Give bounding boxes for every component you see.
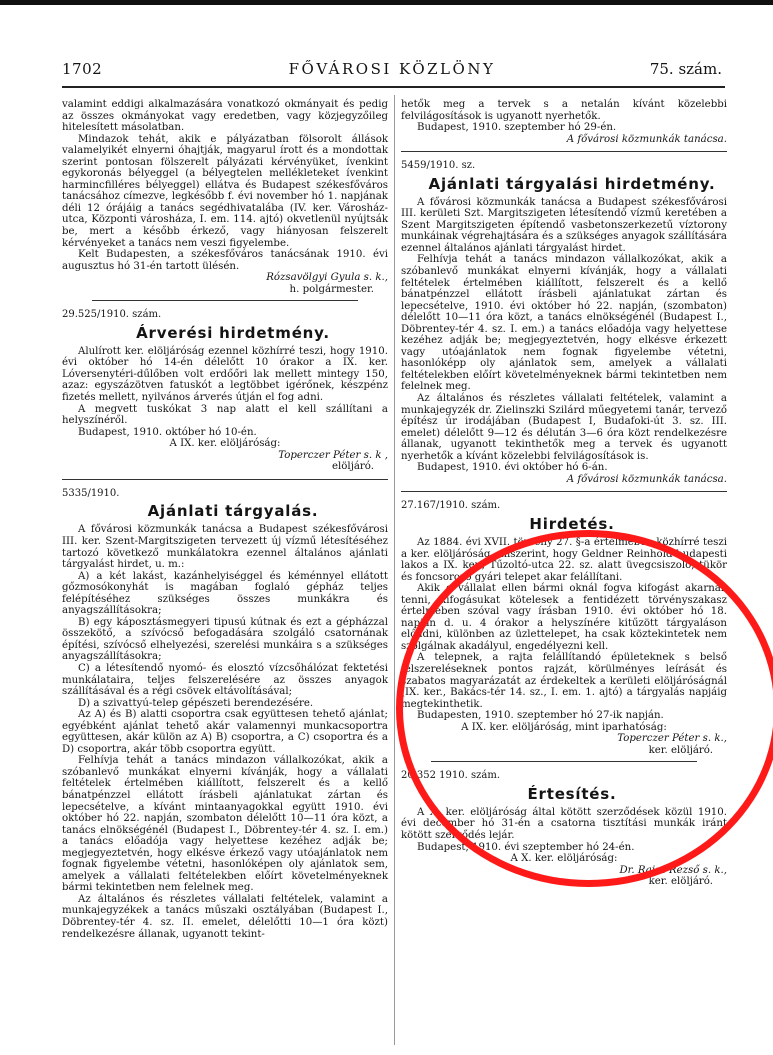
notice-paragraph: B) egy káposztásmegyeri tipusú kútnak és ezt a gépházzal összekötő, a szívócső befogadására szolgáló csatornának építési, szívócső elhelyezési, szerelési munkáira s a szükséges anyagszállításokra; <box>62 616 388 663</box>
notice-paragraph: Az általános és részletes vállalati feltételek, valamint a munkajegyzék dr. Zielinszki Szilárd műegyetemi tanár, tervező építész úr irodájában (Budapest I, Budafoki-út 3. sz. III. emelet) délelőtt 9—12 és délután 3—6 óra közt rendelkezésre állanak, ugyanott tekinthetők meg a tervek és ugyanott nyerhetők a kívánt közelebbi felvilágosítások is. <box>401 393 727 462</box>
header-rule <box>62 86 725 88</box>
top-border <box>0 0 773 5</box>
notice-title: Árverési hirdetmény. <box>136 323 330 342</box>
notice-date: Budapest, 1910. október hó 10-én. <box>78 426 257 438</box>
notice-date: Budapesten, 1910. szeptember hó 27-ik napján. <box>417 710 664 722</box>
notice-date: Budapest, 1910. szeptember hó 29-én. <box>417 122 617 134</box>
notice-paragraph: C) a létesítendő nyomó- és elosztó vízcsőhálózat fektetési munkálataira, teljes felszerelésére az összes anyagok szállításával és a régi csövek eltávolításával; <box>62 662 388 698</box>
notice-paragraph: A X. ker. elöljáróság által kötött szerződések közül 1910. évi december hó 31-én a csatorna tisztítási munkák iránt kötött szerződés lejár. <box>401 806 727 841</box>
intro-paragraph: Kelt Budapesten, a székesfőváros tanácsának 1910. évi augusztus hó 31-én tartott ülésén. <box>62 249 388 272</box>
notice-paragraph: A telepnek, a rajta felállítandó épületeknek s belső felszereléseknek pontos rajzát, körülményes leírását és szabatos magyarázatát az érdekeltek a kerületi elöljáróságnál (IX. ker., Bakács-tér 14. sz., I. em. 1. ajtó) a tárgyalás napjáig megtekinthetik. <box>401 652 727 710</box>
notice-title: Hirdetés. <box>529 514 615 533</box>
notice-paragraph: A) a két lakást, kazánhelyiséggel és kéménnyel ellátott gőzmosókonyhát is magában foglaló gépház teljes felépítéséhez szükséges összes munkákra és anyagszállításokra; <box>62 570 388 617</box>
signature-title: ker. elöljáró. <box>648 744 713 756</box>
intro-paragraph: Mindazok tehát, akik e pályázatban fölsorolt állások valamelyikét elnyerni óhajtják, magyarul írott és a mondottak szerint pontosan fölszerelt pályázati kérvényüket, ívenkint egykoronás bélyeggel (a bélyegtelen mellékleteket ívenkint harmincfilléres bélyeggel) ellátva és Budapest székesfőváros tanácsához címezve, legkésőbb f. évi november hó 1. napjának déli 12 órájáig a tanács segédhivatalába (IV. ker. Városház-utca, Központi városháza, I. em. 114. ajtó) okvetlenül nyújtsák be, mert a később érkező, vagy hiányosan felszerelt kérvényeket a tanács nem veszi figyelembe. <box>62 133 388 249</box>
section-divider <box>431 761 697 762</box>
notice-date: Budapest, 1910. évi október hó 6-án. <box>417 462 608 474</box>
intro-paragraph: valamint eddigi alkalmazására vonatkozó okmányait és pedig az összes okmányokat vagy eredetben, vagy közjegyzőileg hitelesített másolatban. <box>62 99 388 134</box>
notice-paragraph: Akik e vállalat ellen bármi oknál fogva kifogást akarnak tenni, kifogásukat kötelesek a fentidézett törvényszakasz értelmében szóval vagy írásban 1910. évi október hó 18. napján d. u. 4 órakor a helyszínére kitűzött tárgyaláson előadni, különben az üzlettelepet, ha csak köztekintetek nem szolgálnak akadályul, engedélyezni kell. <box>401 583 727 652</box>
page-number: 1702 <box>62 60 103 78</box>
signature-name: A fővárosi közmunkák tanácsa. <box>566 473 727 485</box>
notice-date: Budapest, 1910. évi szeptember hó 24-én. <box>417 841 635 853</box>
signature-name: Toperczer Péter s. k., <box>617 733 727 745</box>
signature-name: Rózsavölgyi Gyula s. k., <box>266 272 388 284</box>
section-divider <box>62 479 388 480</box>
issue-number: 75. szám. <box>649 60 722 78</box>
notice-paragraph: Alulírott ker. elöljáróság ezennel közhírré teszi, hogy 1910. évi október hó 14-én délelőtt 10 órakor a IX. ker. Lóversenytéri-dűlőben volt erdőőri lak mellett mintegy 150, azaz: egyszázötven fatuskót a legtöbbet igérőnek, készpénz fizetés mellett, nyilvános árverés útján el fog adni. <box>62 345 388 404</box>
notice-paragraph: A fővárosi közmunkák tanácsa a Budapest székesfővárosi III. kerületi Szt. Margitszigeten létesítendő vízmű keretében a Szent Margitszigeten építendő vasbetonszerkezetű víztorony munkáinak végrehajtására és a szükséges anyagok szállítására ezennel általános ajánlati tárgyalást hirdet. <box>401 196 727 254</box>
signature-title: elöljáró. <box>332 461 374 473</box>
notice-paragraph: Felhívja tehát a tanács mindazon vállalkozókat, akik a szóbanlevő munkákat elnyerni kívánják, hogy a vállalati feltételek értelmében kiállított, felszerelt és a kellő bánatpénzzel ellátott írásbeli ajánlatukat zártan és lepecsételve, a kívánt mintaanyagokkal együtt 1910. évi október hó 22. napján, szombaton délelőtt 10—11 óra közt, a tanács elnökségénél (Budapest I., Döbrentey-tér 4. sz. I. em.) a tanács előadója vagy helyettese kezéhez adják be; megjegyeztetvén, hogy elkésve érkező vagy utóajánlatok nem fognak figyelembe vétetni, hasonlóképen oly ajánlatok sem, amelyek a vállalati feltételekben előírt követelményeknek bármi tekintetben nem felelnek meg. <box>62 755 388 894</box>
notice-title: Ajánlati tárgyalási hirdetmény. <box>428 174 716 193</box>
notice-office: A IX. ker. elöljáróság: <box>169 438 281 450</box>
notice-number: 27.167/1910. szám. <box>401 500 501 512</box>
notice-paragraph: Az 1884. évi XVII. törvény 27. §-a értelmében közhírré teszi a ker. elöljáróság, miszerint, hogy Geldner Reinhold budapesti lakos a IX. ker., Tűzoltó-utca 22. sz. alatt üvegcsiszoló, tükör és foncsorozó gyári telepet akar felállítani. <box>401 536 727 583</box>
column-divider <box>394 95 395 1045</box>
signature-name: Dr. Raisz Rezső s. k., <box>619 864 727 876</box>
notice-number: 29.525/1910. szám. <box>62 309 162 321</box>
signature-name: Toperczer Péter s. k , <box>278 449 388 461</box>
signature-name: A fővárosi közmunkák tanácsa. <box>566 133 727 145</box>
section-divider <box>401 491 727 492</box>
notice-paragraph: A fővárosi közmunkák tanácsa a Budapest székesfővárosi III. ker. Szent-Margitszigeten tervezett új vízmű létesítéséhez tartozó következő munkálatokra ezennel általános ajánlati tárgyalást hirdet, u. m.: <box>62 524 388 571</box>
notice-number: 5459/1910. sz. <box>401 160 476 172</box>
notice-paragraph: Az általános és részletes vállalati feltételek, valamint a munkajegyzékek a tanács műszaki osztályában (Budapest I., Döbrentey-tér 4. sz. II. emelet, délelőtti 10—1 óra közt) rendelkezésre állanak, ugyanott tekint- <box>62 893 388 940</box>
page-header <box>62 60 722 80</box>
notice-number: 20.352 1910. szám. <box>401 770 500 782</box>
notice-office: A IX. ker. elöljáróság, mint iparhatóság: <box>461 721 667 733</box>
notice-number: 5335/1910. <box>62 487 120 499</box>
notice-paragraph: Felhívja tehát a tanács mindazon vállalkozókat, akik a szóbanlevő munkákat elnyerni kívánják, hogy a vállalati feltételek értelmében kiállított, felszerelt és a kellő bánatpénzzel ellátott írásbeli ajánlatukat zártan és lepecsételve, 1910. évi október hó 22. napján, (szombaton) délelőtt 10—11 óra közt, a tanács elnökségénél (Budapest I., Döbrentey-tér 4. sz. I. em.) a tanács előadója vagy helyettese kezéhez adják be; megjegyeztetvén, hogy elkésve érkezett vagy utóajánlatok nem fognak figyelembe vétetni, hasonlóképp oly ajánlatok sem, amelyek a vállalati feltételekben előírt követelményeknek bármi tekintetben nem felelnek meg. <box>401 254 727 393</box>
notice-paragraph: hetők meg a tervek s a netalán kívánt közelebbi felvilágosítások is ugyanott nyerhetők. <box>401 99 727 122</box>
signature-title: h. polgármester. <box>289 283 374 295</box>
notice-paragraph: A megvett tuskókat 3 nap alatt el kell szállítani a helyszínéről. <box>62 403 388 427</box>
right-column <box>401 99 727 888</box>
notice-title: Értesítés. <box>527 784 617 803</box>
notice-paragraph: D) a szivattyú-telep gépészeti berendezésére. <box>78 697 314 709</box>
publication-title: FŐVÁROSI KÖZLÖNY <box>288 60 496 78</box>
notice-paragraph: Az A) és B) alatti csoportra csak együttesen tehető ajánlat; egyébként ajánlat tehető akár valamennyi munkacsoportra együttesen, akár külön az A) B) csoportra, a C) csoportra és a D) csoportra, akár több csoportra együtt. <box>62 709 388 755</box>
left-column <box>62 99 388 940</box>
section-divider <box>401 151 727 152</box>
section-divider <box>92 300 358 301</box>
notice-title: Ajánlati tárgyalás. <box>147 502 319 521</box>
notice-office: A X. ker. elöljáróság: <box>510 853 618 865</box>
signature-title: ker. elöljáró. <box>648 876 713 888</box>
